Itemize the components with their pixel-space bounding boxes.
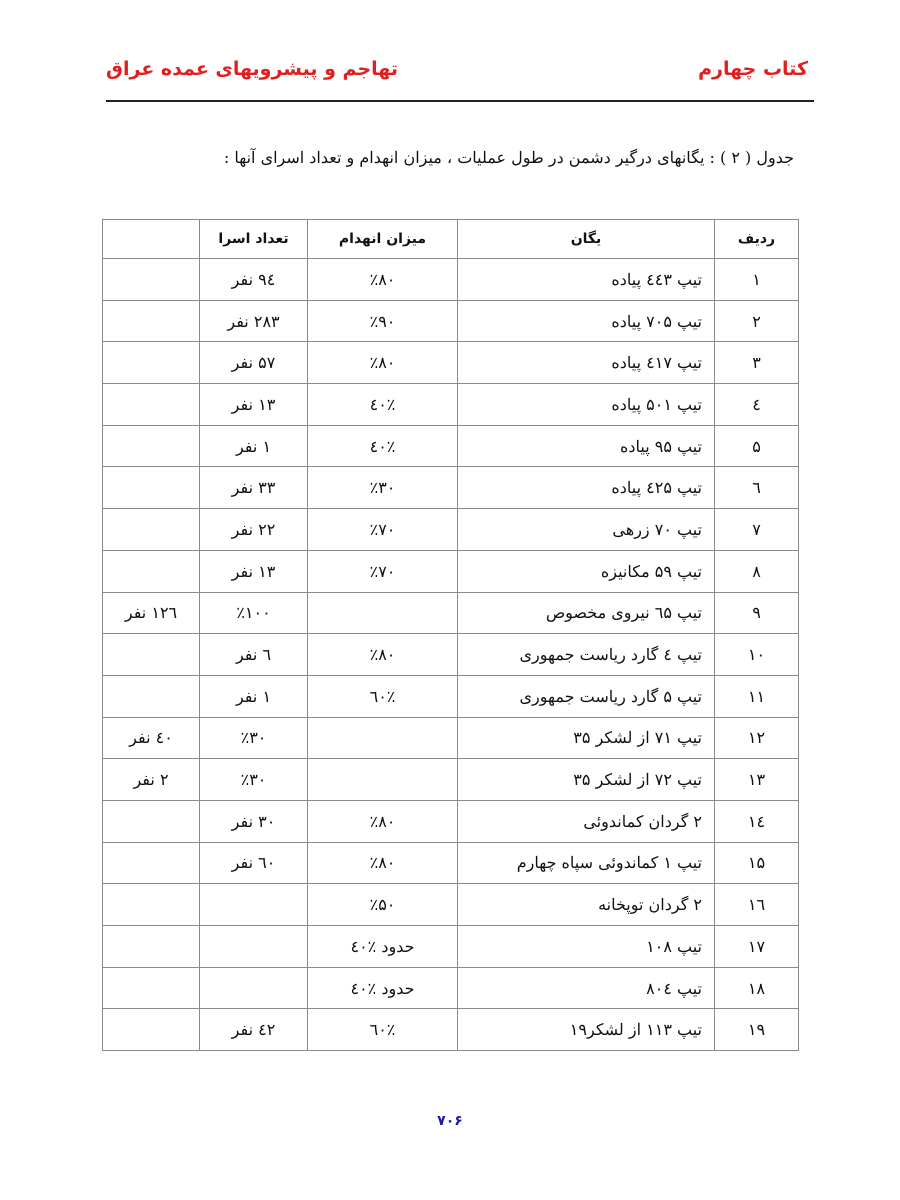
table-row xyxy=(103,425,799,467)
cell-destruction xyxy=(308,759,458,801)
cell-destruction: ٪٦۰ xyxy=(308,675,458,717)
cell-captives: ٦ نفر xyxy=(200,634,308,676)
table-row xyxy=(103,884,799,926)
header-extra xyxy=(103,220,200,259)
table-row xyxy=(103,926,799,968)
cell-extra: ٤۰ نفر xyxy=(103,717,200,759)
header-divider xyxy=(106,100,814,102)
cell-captives: ٤۲ نفر xyxy=(200,1009,308,1051)
cell-extra: ۱۲٦ نفر xyxy=(103,592,200,634)
cell-unit: تیپ ۱۰۸ xyxy=(458,926,715,968)
cell-row-number: ۱۷ xyxy=(715,926,799,968)
cell-extra xyxy=(103,884,200,926)
cell-captives: ۳۳ نفر xyxy=(200,467,308,509)
cell-extra: ۲ نفر xyxy=(103,759,200,801)
cell-row-number: ۱۲ xyxy=(715,717,799,759)
cell-extra xyxy=(103,800,200,842)
table-row xyxy=(103,509,799,551)
cell-extra xyxy=(103,926,200,968)
cell-captives: ۵۷ نفر xyxy=(200,342,308,384)
cell-unit: تیپ ۸۰٤ xyxy=(458,967,715,1009)
cell-unit: تیپ ۵ گارد ریاست جمهوری xyxy=(458,675,715,717)
cell-captives: ٦۰ نفر xyxy=(200,842,308,884)
cell-extra xyxy=(103,342,200,384)
cell-unit: تیپ ٦۵ نیروی مخصوص xyxy=(458,592,715,634)
cell-unit: تیپ ٤ گارد ریاست جمهوری xyxy=(458,634,715,676)
cell-destruction xyxy=(308,717,458,759)
table-row xyxy=(103,592,799,634)
cell-extra xyxy=(103,634,200,676)
cell-destruction: ٪۸۰ xyxy=(308,342,458,384)
cell-row-number: ۱۵ xyxy=(715,842,799,884)
table-row xyxy=(103,342,799,384)
cell-extra xyxy=(103,300,200,342)
cell-row-number: ۵ xyxy=(715,425,799,467)
cell-destruction: ٪٤۰ xyxy=(308,384,458,426)
cell-destruction: ٪۸۰ xyxy=(308,842,458,884)
cell-row-number: ۱ xyxy=(715,259,799,301)
table-row xyxy=(103,300,799,342)
cell-unit: تیپ ۷۲ از لشکر ۳۵ xyxy=(458,759,715,801)
cell-row-number: ۱۰ xyxy=(715,634,799,676)
cell-unit: تیپ ۹۵ پیاده xyxy=(458,425,715,467)
cell-destruction: ٪۹۰ xyxy=(308,300,458,342)
table-row xyxy=(103,259,799,301)
cell-destruction xyxy=(308,592,458,634)
table-row xyxy=(103,467,799,509)
cell-captives: ۱ نفر xyxy=(200,425,308,467)
cell-extra xyxy=(103,509,200,551)
cell-row-number: ۲ xyxy=(715,300,799,342)
cell-extra xyxy=(103,425,200,467)
section-title: تهاجم و پیشرویهای عمده عراق xyxy=(106,58,398,80)
table-header-row xyxy=(103,220,799,259)
cell-destruction: ٪٦۰ xyxy=(308,1009,458,1051)
cell-captives: ۱۳ نفر xyxy=(200,550,308,592)
cell-captives: ۱ نفر xyxy=(200,675,308,717)
cell-extra xyxy=(103,675,200,717)
table-row xyxy=(103,717,799,759)
cell-destruction: ٪٤۰ xyxy=(308,425,458,467)
table-row xyxy=(103,967,799,1009)
cell-captives: ۲۸۳ نفر xyxy=(200,300,308,342)
cell-destruction: ٪۵۰ xyxy=(308,884,458,926)
cell-row-number: ۳ xyxy=(715,342,799,384)
cell-destruction: ٪۸۰ xyxy=(308,259,458,301)
cell-extra xyxy=(103,1009,200,1051)
cell-unit: تیپ ۱۱۳ از لشکر۱۹ xyxy=(458,1009,715,1051)
cell-captives xyxy=(200,967,308,1009)
page-number: ۷۰۶ xyxy=(437,1113,463,1129)
cell-extra xyxy=(103,967,200,1009)
cell-destruction: ٪۷۰ xyxy=(308,509,458,551)
cell-row-number: ٦ xyxy=(715,467,799,509)
cell-destruction: حدود ٪٤۰ xyxy=(308,967,458,1009)
cell-extra xyxy=(103,842,200,884)
cell-unit: تیپ ٤۱۷ پیاده xyxy=(458,342,715,384)
cell-captives: ۱۳ نفر xyxy=(200,384,308,426)
header-destruction: میزان انهدام xyxy=(308,220,458,259)
cell-row-number: ۱۱ xyxy=(715,675,799,717)
cell-unit: تیپ ٤۲۵ پیاده xyxy=(458,467,715,509)
cell-unit: تیپ ۵۰۱ پیاده xyxy=(458,384,715,426)
cell-extra xyxy=(103,259,200,301)
header-unit: یگان xyxy=(458,220,715,259)
cell-unit: تیپ ۷۱ از لشکر ۳۵ xyxy=(458,717,715,759)
cell-unit: تیپ ۵۹ مکانیزه xyxy=(458,550,715,592)
enemy-units-table xyxy=(102,219,799,1051)
table-row xyxy=(103,550,799,592)
table-row xyxy=(103,675,799,717)
cell-row-number: ٤ xyxy=(715,384,799,426)
cell-unit: تیپ ۱ کماندوئی سپاه چهارم xyxy=(458,842,715,884)
cell-destruction: حدود ٪٤۰ xyxy=(308,926,458,968)
cell-unit: تیپ ۷۰ زرهی xyxy=(458,509,715,551)
table-row xyxy=(103,634,799,676)
cell-captives xyxy=(200,926,308,968)
cell-extra xyxy=(103,550,200,592)
table-row xyxy=(103,1009,799,1051)
cell-captives xyxy=(200,884,308,926)
cell-destruction: ٪۷۰ xyxy=(308,550,458,592)
cell-row-number: ۹ xyxy=(715,592,799,634)
cell-unit: تیپ ٤٤٣ پیاده xyxy=(458,259,715,301)
cell-captives: ٪۳۰ xyxy=(200,759,308,801)
table-row xyxy=(103,384,799,426)
cell-captives: ۳۰ نفر xyxy=(200,800,308,842)
table-caption: جدول ( ۲ ) : یگانهای درگیر دشمن در طول عملیات ، میزان انهدام و تعداد اسرای آنها : xyxy=(223,148,794,167)
cell-row-number: ۱۹ xyxy=(715,1009,799,1051)
cell-unit: ۲ گردان توپخانه xyxy=(458,884,715,926)
cell-row-number: ۷ xyxy=(715,509,799,551)
cell-destruction: ٪۳۰ xyxy=(308,467,458,509)
cell-extra xyxy=(103,467,200,509)
cell-captives: ۲۲ نفر xyxy=(200,509,308,551)
table-body xyxy=(103,259,799,1051)
book-title: کتاب چهارم xyxy=(698,58,808,80)
cell-extra xyxy=(103,384,200,426)
cell-captives: ٪۱۰۰ xyxy=(200,592,308,634)
header-captives: تعداد اسرا xyxy=(200,220,308,259)
table-row xyxy=(103,759,799,801)
cell-row-number: ۱۳ xyxy=(715,759,799,801)
cell-row-number: ۸ xyxy=(715,550,799,592)
table-row xyxy=(103,842,799,884)
cell-captives: ٪۳۰ xyxy=(200,717,308,759)
cell-unit: تیپ ۷۰۵ پیاده xyxy=(458,300,715,342)
header-row-number: ردیف xyxy=(715,220,799,259)
table-row xyxy=(103,800,799,842)
cell-destruction: ٪۸۰ xyxy=(308,634,458,676)
cell-row-number: ۱۸ xyxy=(715,967,799,1009)
cell-unit: ۲ گردان کماندوئی xyxy=(458,800,715,842)
cell-destruction: ٪۸۰ xyxy=(308,800,458,842)
cell-row-number: ۱٤ xyxy=(715,800,799,842)
cell-captives: ۹٤ نفر xyxy=(200,259,308,301)
cell-row-number: ۱٦ xyxy=(715,884,799,926)
